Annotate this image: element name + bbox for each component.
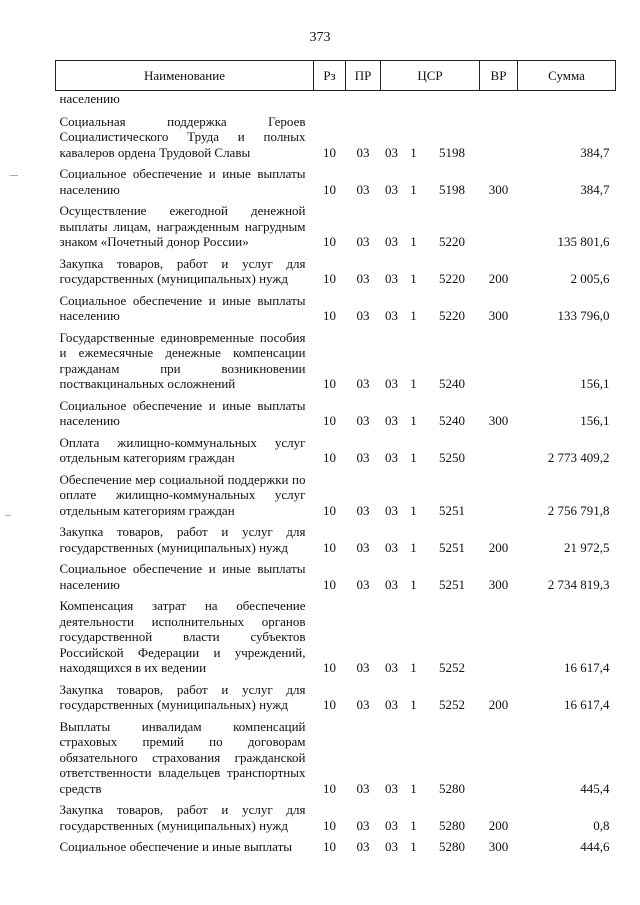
table-row (56, 799, 616, 836)
row-csr-2: 1 (410, 308, 417, 323)
row-name: Осуществление ежегодной денежной выплаты лицам, награжденным нагрудным знаком «Почетный донор России» (59, 203, 306, 249)
row-sum: 445,4 (580, 780, 610, 796)
row-pr: 03 (356, 817, 370, 833)
row-csr-2: 1 (410, 539, 417, 555)
margin-mark (5, 515, 11, 516)
row-csr-3: 5252 (439, 697, 465, 712)
row-sum: 444,6 (580, 839, 610, 854)
header-rz: Рз (314, 61, 346, 91)
row-name: Социальное обеспечение и иные выплаты населению (59, 397, 306, 428)
row-vr (480, 91, 518, 111)
row-csr-3: 5280 (439, 780, 465, 796)
row-pr: 03 (356, 539, 370, 555)
row-csr-3: 5240 (439, 376, 465, 391)
table-row (56, 327, 616, 395)
row-csr-1: 03 (385, 308, 398, 323)
row-pr: 03 (356, 234, 370, 249)
row-csr-2 (403, 91, 425, 111)
row-rz: 10 (323, 413, 336, 428)
row-rz: 10 (323, 271, 336, 286)
row-name: Социальное обеспечение и иные выплаты населению (59, 166, 306, 197)
row-csr-1: 03 (385, 697, 398, 712)
row-pr: 03 (356, 780, 370, 796)
row-csr-2: 1 (410, 817, 417, 833)
row-csr-1: 03 (385, 539, 398, 555)
row-csr-3: 5220 (439, 308, 465, 323)
row-sum: 21 972,5 (564, 539, 610, 555)
row-csr-2: 1 (410, 376, 417, 391)
row-vr (480, 595, 518, 679)
row-rz: 10 (323, 234, 336, 249)
row-sum: 156,1 (580, 376, 610, 391)
row-sum: 2 005,6 (570, 271, 610, 286)
row-vr: 300 (488, 181, 509, 197)
table-row (56, 111, 616, 164)
row-rz: 10 (323, 376, 336, 391)
row-csr-2: 1 (410, 413, 417, 428)
row-sum: 135 801,6 (557, 234, 610, 249)
row-vr (480, 469, 518, 522)
row-csr-3: 5198 (439, 144, 465, 160)
row-rz: 10 (323, 780, 336, 796)
row-name: Закупка товаров, работ и услуг для государственных (муниципальных) нужд (59, 681, 306, 712)
row-pr: 03 (356, 144, 370, 160)
row-csr-2: 1 (410, 181, 417, 197)
row-csr-2: 1 (410, 576, 417, 592)
row-pr (346, 91, 381, 111)
row-vr: 300 (488, 576, 509, 592)
row-csr-1: 03 (385, 376, 398, 391)
row-pr: 03 (356, 450, 370, 465)
table-header-row (56, 61, 616, 91)
row-name: Государственные единовременные пособия и ежемесячные денежные компенсации гражданам при возникновении поствакцинальных осложнений (59, 329, 306, 391)
page-number: 373 (309, 30, 331, 45)
row-sum: 384,7 (580, 144, 610, 160)
row-vr: 200 (488, 817, 509, 833)
row-csr-2: 1 (410, 780, 417, 796)
row-vr: 200 (488, 271, 509, 286)
row-rz: 10 (323, 697, 336, 712)
header-pr: ПР (346, 61, 381, 91)
row-csr-2: 1 (410, 697, 417, 712)
row-name: Компенсация затрат на обеспечение деятельности исполнительных органов государственной власти субъектов Российской Федерации и учреждений, находящихся в их ведении (59, 598, 306, 675)
row-rz: 10 (323, 450, 336, 465)
row-sum: 2 756 791,8 (547, 502, 610, 518)
row-sum: 2 734 819,3 (547, 576, 610, 592)
row-name: населению (59, 91, 120, 106)
row-vr: 300 (488, 413, 509, 428)
row-rz: 10 (323, 308, 336, 323)
row-pr: 03 (356, 413, 370, 428)
row-csr-3: 5251 (439, 576, 465, 592)
row-name: Закупка товаров, работ и услуг для государственных (муниципальных) нужд (59, 524, 306, 555)
row-name: Социальное обеспечение и иные выплаты населению (59, 561, 306, 592)
row-csr-1 (381, 91, 403, 111)
row-rz: 10 (323, 181, 336, 197)
row-csr-1: 03 (385, 576, 398, 592)
row-csr-2: 1 (410, 450, 417, 465)
row-sum: 133 796,0 (557, 308, 610, 323)
row-pr: 03 (356, 376, 370, 391)
row-csr-1: 03 (385, 181, 398, 197)
header-csr: ЦСР (381, 61, 480, 91)
row-pr: 03 (356, 308, 370, 323)
row-csr-1: 03 (385, 780, 398, 796)
row-sum: 156,1 (580, 413, 610, 428)
row-rz: 10 (323, 660, 336, 675)
row-pr: 03 (356, 660, 370, 675)
row-csr-3: 5220 (439, 271, 465, 286)
row-sum: 2 773 409,2 (547, 450, 610, 465)
row-csr-1: 03 (385, 413, 398, 428)
row-csr-1: 03 (385, 839, 398, 854)
table-row (56, 91, 616, 111)
row-csr-1: 03 (385, 271, 398, 286)
row-vr (480, 327, 518, 395)
row-name: Оплата жилищно-коммунальных услуг отдельным категориям граждан (59, 434, 306, 465)
row-rz: 10 (323, 144, 336, 160)
row-csr-3: 5240 (439, 413, 465, 428)
row-csr-2: 1 (410, 271, 417, 286)
row-rz: 10 (323, 817, 336, 833)
row-csr-3: 5280 (439, 817, 465, 833)
row-pr: 03 (356, 181, 370, 197)
row-name: Социальное обеспечение и иные выплаты (59, 839, 293, 854)
table-row (56, 469, 616, 522)
row-sum: 16 617,4 (564, 697, 610, 712)
row-csr-1: 03 (385, 450, 398, 465)
row-pr: 03 (356, 839, 370, 854)
row-name: Выплаты инвалидам компенсаций страховых премий по договорам обязательного страхования гражданской ответственности владельцев транспортных средств (59, 718, 306, 796)
row-csr-1: 03 (385, 502, 398, 518)
row-csr-1: 03 (385, 660, 398, 675)
row-vr (480, 716, 518, 800)
row-pr: 03 (356, 271, 370, 286)
table-row (56, 836, 616, 858)
table-row (56, 432, 616, 469)
row-csr-1: 03 (385, 817, 398, 833)
row-rz: 10 (323, 539, 336, 555)
row-vr (480, 111, 518, 164)
row-sum: 16 617,4 (564, 660, 610, 675)
row-name: Закупка товаров, работ и услуг для государственных (муниципальных) нужд (59, 255, 306, 286)
table-row (56, 253, 616, 290)
row-name: Обеспечение мер социальной поддержки по оплате жилищно-коммунальных услуг отдельным категориям граждан (59, 471, 306, 518)
row-csr-3: 5251 (439, 539, 465, 555)
margin-mark (10, 175, 18, 176)
table-row (56, 290, 616, 327)
row-csr-3: 5251 (439, 502, 465, 518)
row-rz (314, 91, 346, 111)
row-csr-1: 03 (385, 144, 398, 160)
row-pr: 03 (356, 502, 370, 518)
row-rz: 10 (323, 839, 336, 854)
row-vr (480, 432, 518, 469)
table-row (56, 558, 616, 595)
table-row (56, 200, 616, 253)
row-csr-2: 1 (410, 839, 417, 854)
row-csr-3: 5220 (439, 234, 465, 249)
row-csr-2: 1 (410, 234, 417, 249)
row-csr-3: 5252 (439, 660, 465, 675)
row-sum: 384,7 (580, 181, 610, 197)
row-sum (518, 91, 616, 111)
row-vr (480, 200, 518, 253)
row-vr: 200 (488, 697, 509, 712)
row-csr-3: 5250 (439, 450, 465, 465)
row-csr-2: 1 (410, 660, 417, 675)
row-sum: 0,8 (593, 817, 610, 833)
row-csr-2: 1 (410, 144, 417, 160)
row-csr-3: 5280 (439, 839, 465, 854)
header-vr: ВР (480, 61, 518, 91)
header-sum: Сумма (518, 61, 616, 91)
row-pr: 03 (356, 576, 370, 592)
table-row (56, 679, 616, 716)
table-row (56, 521, 616, 558)
row-pr: 03 (356, 697, 370, 712)
row-name: Социальное обеспечение и иные выплаты населению (59, 292, 306, 323)
row-vr: 300 (488, 308, 509, 323)
header-name: Наименование (56, 61, 314, 91)
row-rz: 10 (323, 502, 336, 518)
table-row (56, 595, 616, 679)
row-name: Социальная поддержка Героев Социалистического Труда и полных кавалеров ордена Трудовой Славы (59, 113, 306, 160)
table-row (56, 395, 616, 432)
row-name: Закупка товаров, работ и услуг для государственных (муниципальных) нужд (59, 802, 306, 833)
budget-table (55, 60, 616, 858)
row-csr-1: 03 (385, 234, 398, 249)
row-rz: 10 (323, 576, 336, 592)
row-vr: 300 (488, 839, 509, 854)
table-row (56, 163, 616, 200)
row-vr: 200 (488, 539, 509, 555)
row-csr-3: 5198 (439, 181, 465, 197)
row-csr-2: 1 (410, 502, 417, 518)
table-row (56, 716, 616, 800)
row-csr-3 (425, 91, 480, 111)
